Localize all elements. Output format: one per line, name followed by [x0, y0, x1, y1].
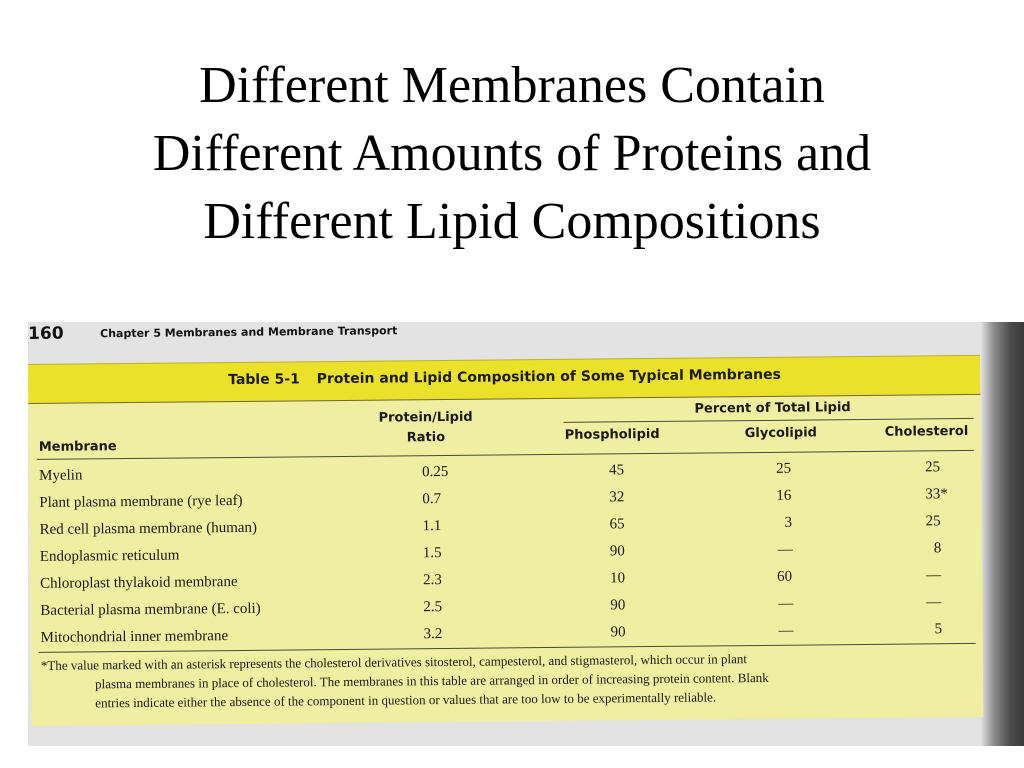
title-line-1: Different Membranes Contain [199, 57, 825, 114]
table-title: Protein and Lipid Composition of Some Typical Membranes [316, 366, 782, 388]
header-rule [37, 450, 974, 460]
table-number: Table 5-1 [228, 371, 300, 389]
header-cholesterol: Cholesterol [884, 423, 969, 440]
title-line-2: Different Amounts of Proteins and [152, 125, 872, 182]
cell-membrane: Plant plasma membrane (rye leaf) [39, 492, 243, 511]
header-phospholipid: Phospholipid [564, 426, 660, 443]
cell-phospholipid: 90 [609, 543, 625, 560]
cell-ratio: 2.3 [423, 572, 442, 589]
page-header [28, 322, 728, 346]
header-ratio-line2: Ratio [406, 429, 446, 446]
cell-phospholipid: 45 [608, 462, 625, 479]
cell-membrane: Mitochondrial inner membrane [40, 628, 229, 646]
cell-glycolipid: — [777, 541, 793, 558]
table-caption [228, 367, 781, 388]
cell-membrane: Chloroplast thylakoid membrane [40, 573, 238, 592]
cell-cholesterol: 25 [924, 459, 941, 476]
cell-glycolipid: 25 [775, 460, 792, 477]
header-ratio-line1: Protein/Lipid [378, 409, 473, 426]
cell-glycolipid: 3 [784, 514, 793, 531]
title-line-3: Different Lipid Compositions [203, 193, 821, 250]
cell-ratio: 3.2 [423, 626, 443, 643]
footnote-line-1: *The value marked with an asterisk represents the cholesterol derivatives sitosterol, campesterol, and stigmasterol, which occur in plant [40, 651, 748, 673]
book-spine-shadow [980, 322, 1024, 746]
cell-membrane: Endoplasmic reticulum [39, 547, 180, 565]
cell-ratio: 0.7 [422, 491, 442, 508]
cell-membrane: Myelin [38, 467, 83, 484]
cell-phospholipid: 32 [609, 489, 625, 506]
cell-phospholipid: 65 [609, 516, 625, 533]
cell-phospholipid: 10 [610, 570, 626, 587]
cell-glycolipid: 60 [777, 568, 793, 585]
cell-membrane: Bacterial plasma membrane (E. coli) [40, 600, 261, 619]
cell-ratio: 1.5 [422, 545, 442, 562]
header-glycolipid: Glycolipid [744, 425, 817, 442]
footnote-line-3: entries indicate either the absence of the component in question or values that are too low to be experimentally reliable. [95, 689, 717, 711]
cell-glycolipid: — [778, 622, 794, 639]
group-rule [564, 418, 974, 423]
cell-cholesterol: — [925, 567, 942, 584]
cell-ratio: 1.1 [422, 518, 442, 535]
cell-cholesterol: 8 [933, 540, 942, 557]
scanned-page-image [28, 322, 1024, 746]
cell-cholesterol: 33* [925, 486, 948, 503]
footnote-line-2: plasma membranes in place of cholesterol. The membranes in this table are arranged in order of increasing protein content. Blank [95, 669, 769, 692]
cell-cholesterol: 25 [925, 513, 941, 530]
cell-glycolipid: 16 [776, 487, 792, 504]
table-5-1 [28, 355, 983, 726]
cell-ratio: 2.5 [423, 599, 443, 616]
cell-membrane: Red cell plasma membrane (human) [39, 519, 258, 538]
cell-glycolipid: — [778, 595, 794, 612]
cell-cholesterol: — [926, 594, 942, 611]
header-membrane: Membrane [38, 439, 117, 455]
header-percent-group: Percent of Total Lipid [694, 400, 851, 417]
cell-ratio: 0.25 [421, 463, 449, 481]
slide-title [0, 52, 1024, 256]
table-caption-band [28, 355, 980, 404]
table-footnote [41, 647, 972, 713]
cell-cholesterol: 5 [934, 621, 943, 638]
page-number: 160 [28, 323, 64, 344]
cell-phospholipid: 90 [610, 624, 626, 641]
chapter-header: Chapter 5 Membranes and Membrane Transport [100, 324, 398, 341]
cell-phospholipid: 90 [610, 597, 626, 614]
